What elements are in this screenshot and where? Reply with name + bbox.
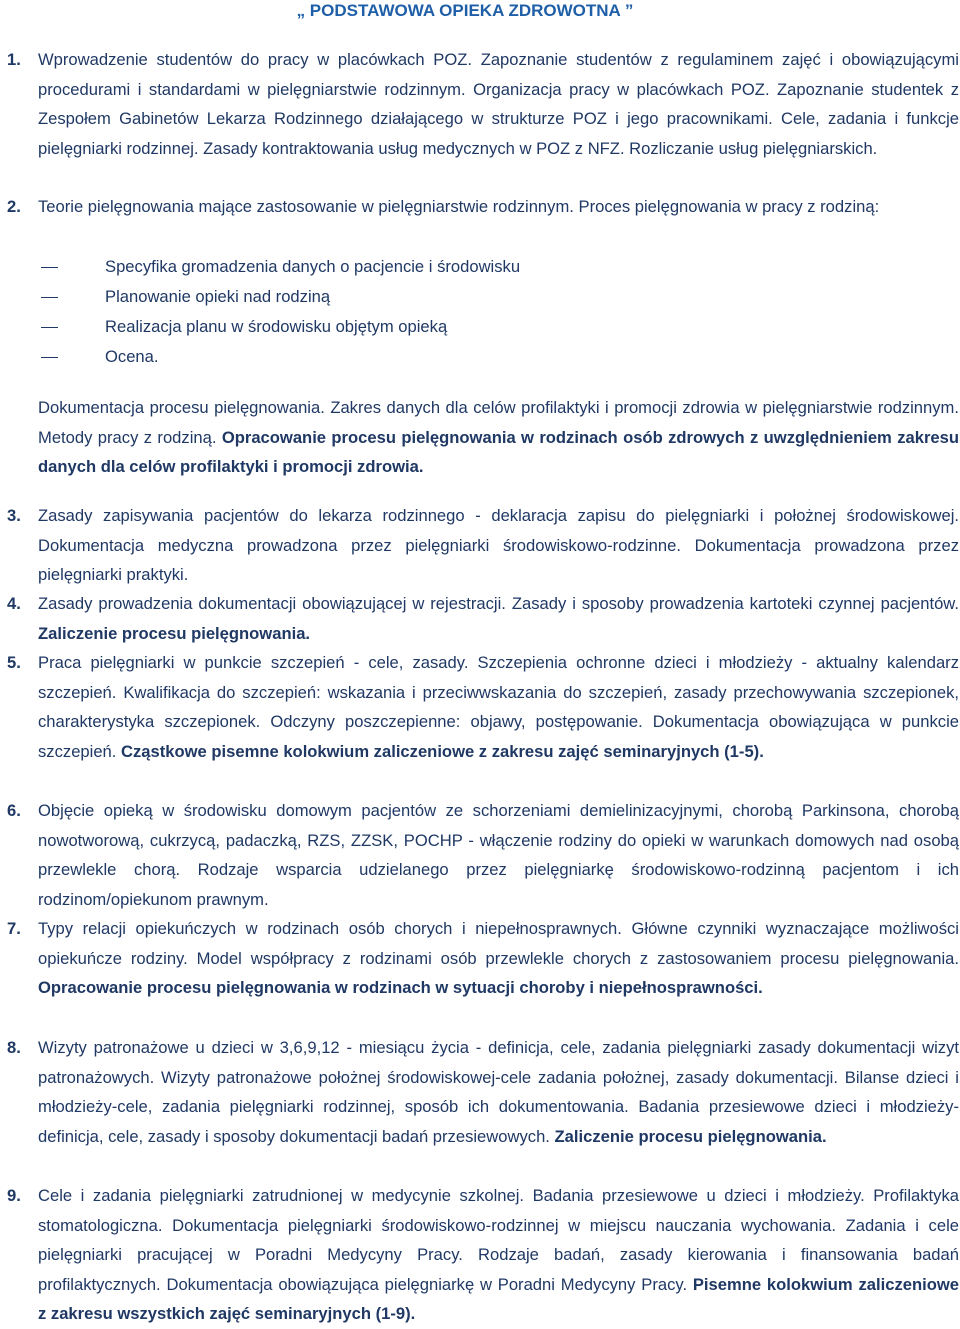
item-segment-bold: Zaliczenie procesu pielęgnowania. [38,623,311,643]
item-number: 4. [7,594,21,613]
item-number: 8. [7,1038,21,1057]
list-item [7,45,959,163]
item-number: 7. [7,919,21,938]
item-segment: Typy relacji opiekuńczych w rodzinach osób chorych i niepełnosprawnych. Główne czynniki wyznaczające możliwości opiekuńcze rodziny. Model współpracy z rodzinami osób przewlekle chorych z zastosowaniem procesu pielęgnowania. [38,919,959,968]
item-number: 1. [7,50,21,69]
dash-list-item [7,252,907,282]
item-segment-bold: Cząstkowe pisemne kolokwium zaliczeniowe z zakresu zajęć seminaryjnych (1-5). [121,741,764,761]
item-number: 3. [7,506,21,525]
item-text [38,648,959,766]
dash-list-item [7,342,907,372]
list-item [7,914,959,1003]
list-item [7,796,959,914]
dash-item-text: Planowanie opieki nad rodziną [105,287,331,306]
list-item [7,589,959,648]
dash-bullet-icon [41,327,58,328]
dash-list-item [7,282,907,312]
item-text [38,796,959,914]
item-segment-bold: Opracowanie procesu pielęgnowania w rodzinach w sytuacji choroby i niepełnosprawności. [38,978,763,997]
item-number: 6. [7,801,21,820]
item-segment: Objęcie opieką w środowisku domowym pacjentów ze schorzeniami demielinizacyjnymi, chorobą Parkinsona, chorobą nowotworową, cukrzycą, padaczką, RZS, ZZSK, POCHP - włączenie rodziny do opieki w warunkach domowych nad osobą przewlekle chorą. Rodzaje wsparcia udzielanego przez pielęgniarkę środowiskowo-rodzinną pacjentom i ich rodzinom/opiekunom prawnym. [38,801,959,909]
item-number: 2. [7,197,21,216]
dash-bullet-icon [41,357,58,358]
list-item [7,648,959,766]
list-item [7,1181,959,1329]
item-segment: Teorie pielęgnowania mające zastosowanie w pielęgniarstwie rodzinnym. Proces pielęgnowania w pracy z rodziną: [38,197,880,216]
item-number: 9. [7,1186,21,1205]
item-segment: Zasady zapisywania pacjentów do lekarza rodzinnego - deklaracja zapisu do pielęgniarki i położnej środowiskowej. Dokumentacja medyczna prowadzona przez pielęgniarki środowiskowo-rodzinne. Dokumentacja prowadzona przez pielęgniarki praktyki. [38,506,959,584]
item-2-continuation [38,393,959,482]
item-text [38,501,959,590]
item-segment: Dokumentacja procesu pielęgnowania. Zakres danych dla celów profilaktyki i promocji zdrowia w pielęgniarstwie rodzinnym. Metody pracy z rodziną. [38,398,959,447]
item-segment: Cele i zadania pielęgniarki zatrudnionej w medycynie szkolnej. Badania przesiewowe u dzieci i młodzieży. Profilaktyka stomatologiczna. Dokumentacja pielęgniarki środowiskowo-rodzinnej w miejscu nauczania wychowania. Zadania i cele pielęgniarki pracującej w Poradni Medycyny Pracy. Rodzaje badań, zasady kierowania i finansowania badań profilaktycznych. Dokumentacja obowiązująca pielęgniarkę w Poradni Medycyny Pracy. [38,1186,959,1294]
document-title: „ PODSTAWOWA OPIEKA ZDROWOTNA ” [296,1,634,20]
item-text [38,192,959,222]
list-item [7,1033,959,1151]
dash-item-text: Ocena. [105,347,159,366]
dash-bullet-icon [41,267,58,268]
dash-list-item [7,312,907,342]
dash-list [7,252,907,372]
item-segment-bold: Pisemne kolokwium zaliczeniowe z zakresu wszystkich zajęć seminaryjnych (1-9). [38,1274,959,1323]
item-segment: Zasady prowadzenia dokumentacji obowiązującej w rejestracji. Zasady i sposoby prowadzenia kartoteki czynnej pacjentów. [38,594,959,613]
item-segment-bold: Opracowanie procesu pielęgnowania w rodzinach osób zdrowych z uwzględnieniem zakresu danych dla celów profilaktyki i promocji zdrowia. [38,427,959,476]
item-text [38,1033,959,1151]
list-item [7,192,959,222]
dash-bullet-icon [41,297,58,298]
item-text [38,1181,959,1329]
item-text [38,914,959,1003]
item-segment-bold: Zaliczenie procesu pielęgnowania. [554,1126,827,1146]
item-segment: Wprowadzenie studentów do pracy w placówkach POZ. Zapoznanie studentów z regulaminem zajęć i obowiązującymi procedurami i standardami w pielęgniarstwie rodzinnym. Organizacja pracy w placówkach POZ. Zapoznanie studentek z Zespołem Gabinetów Lekarza Rodzinnego działającego w strukturze POZ i jego pracownikami. Cele, zadania i funkcje pielęgniarki rodzinnej. Zasady kontraktowania usług medycznych w POZ z NFZ. Rozliczanie usług pielęgniarskich. [38,50,959,158]
dash-item-text: Realizacja planu w środowisku objętym opieką [105,317,448,336]
dash-item-text: Specyfika gromadzenia danych o pacjencie i środowisku [105,257,521,276]
item-segment: Wizyty patronażowe u dzieci w 3,6,9,12 - miesiącu życia - definicja, cele, zadania pielęgniarki zasady dokumentacji wizyt patronażowych. Wizyty patronażowe położnej środowiskowej-cele zadania położnej, zasady dokumentacji. Bilanse dzieci i młodzieży-cele, zadania pielęgniarki rodzinnej, sposób ich dokumentowania. Badania przesiewowe dzieci i młodzieży-definicja, cele, zasady i sposoby dokumentacji badań przesiewowych. [38,1038,959,1146]
item-text [38,45,959,163]
item-segment: Praca pielęgniarki w punkcie szczepień - cele, zasady. Szczepienia ochronne dzieci i młodzieży - aktualny kalendarz szczepień. Kwalifikacja do szczepień: wskazania i przeciwwskazania do szczepień, zasady przechowywania szczepionek, charakterystyka szczepionek. Odczyny poszczepienne: objawy, postępowanie. Dokumentacja obowiązująca w punkcie szczepień. [38,653,959,761]
item-number: 5. [7,653,21,672]
list-item [7,501,959,590]
item-text [38,589,959,648]
